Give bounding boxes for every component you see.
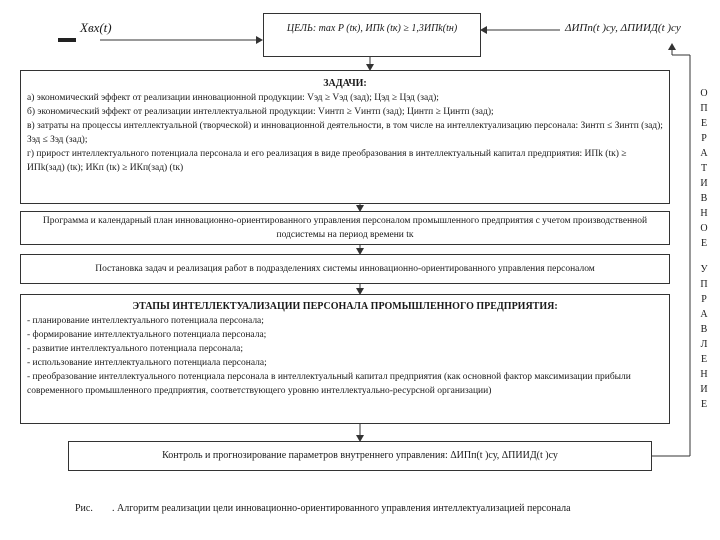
side-letter: Е xyxy=(700,399,708,410)
stage-item: - формирование интеллектуального потенциала персонала; xyxy=(27,330,267,340)
side-letter: Е xyxy=(700,238,708,249)
side-letter: И xyxy=(700,178,708,189)
side-letter: П xyxy=(700,103,708,114)
side-letter: Л xyxy=(700,339,708,350)
side-letter: А xyxy=(700,309,708,320)
task-b: б) экономический эффект от реализации интеллектуальной продукции: Vинтп ≥ Vинтп (зад); Цинтп ≥ Цинтп (зад); xyxy=(27,107,494,117)
caption-text: . Алгоритм реализации цели инновационно-ориентированного управления интеллектуализацией персонала xyxy=(112,503,571,514)
side-letter: У xyxy=(700,264,708,275)
input-label: Хвх(t) xyxy=(80,20,112,35)
side-label-management xyxy=(697,262,711,412)
task-a: а) экономический эффект от реализации инновационной продукции: Vэд ≥ Vэд (зад); Цэд ≥ Цэд (зад); xyxy=(27,93,439,103)
task-c: в) затраты на процессы интеллектуальной (творческой) и инновационной деятельности, в том числе на интеллектуализацию персонала: Зинтп ≤ Зинтп (зад); Зэд ≤ Зэд (зад); xyxy=(27,121,663,145)
side-letter: Е xyxy=(700,118,708,129)
side-letter: Н xyxy=(700,208,708,219)
side-letter: П xyxy=(700,279,708,290)
side-letter: Р xyxy=(701,294,707,305)
statement-box: Постановка задач и реализация работ в подразделениях системы инновационно-ориентированного управления персоналом xyxy=(20,254,670,284)
side-letter: А xyxy=(700,148,708,159)
deviation-label: ΔИПп(t )су, ΔПИИД(t )су xyxy=(565,22,681,34)
stages-box xyxy=(20,294,670,424)
program-box: Программа и календарный план инновационно-ориентированного управления персоналом промышленного предприятия с учетом производственной подсистемы на период времени tк xyxy=(20,211,670,245)
side-letter: Е xyxy=(700,354,708,365)
side-letter: В xyxy=(700,324,708,335)
side-letter: И xyxy=(700,384,708,395)
side-letter: Р xyxy=(701,133,707,144)
tasks-box xyxy=(20,70,670,204)
stage-item: - развитие интеллектуального потенциала персонала; xyxy=(27,344,243,354)
stage-item: - использование интеллектуального потенциала персонала; xyxy=(27,358,267,368)
stages-title: ЭТАПЫ ИНТЕЛЛЕКТУАЛИЗАЦИИ ПЕРСОНАЛА ПРОМЫШЛЕННОГО ПРЕДПРИЯТИЯ: xyxy=(132,301,558,312)
side-letter: О xyxy=(700,223,708,234)
side-letter: Т xyxy=(700,163,708,174)
side-label-operative xyxy=(697,86,711,251)
stage-item: - планирование интеллектуального потенциала персонала; xyxy=(27,316,264,326)
tasks-title: ЗАДАЧИ: xyxy=(323,78,367,89)
goal-box: ЦЕЛЬ: max P (tк), ИПk (tк) ≥ 1,3ИПk(tн) xyxy=(263,13,481,57)
side-letter: О xyxy=(700,88,708,99)
control-box: Контроль и прогнозирование параметров внутреннего управления: ΔИПп(t )су, ΔПИИД(t )су xyxy=(68,441,652,471)
side-letter: В xyxy=(700,193,708,204)
caption-label: Рис. xyxy=(75,503,93,514)
side-letter: Н xyxy=(700,369,708,380)
stage-item: - преобразование интеллектуального потенциала персонала в интеллектуальный капитал предприятия (как основной фактор максимизации прибыли современного промышленного предприятия, соответствующего уровню интеллектуально-ресурсной организации) xyxy=(27,372,631,396)
task-d: г) прирост интеллектуального потенциала персонала и его реализация в виде преобразования в интеллектуальный капитал предприятия: ИПk (tк) ≥ ИПk(зад) (tк); ИКп (tк) ≥ ИКп(зад) (tк) xyxy=(27,149,627,173)
